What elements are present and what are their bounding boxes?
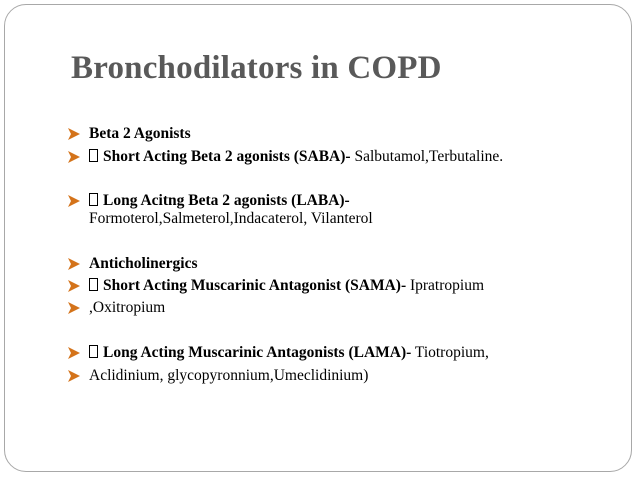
arrowhead-bullet-icon bbox=[67, 194, 81, 208]
list-item bbox=[0, 343, 638, 363]
item-bold-text: Long Acting Muscarinic Antagonists (LAMA)- bbox=[103, 344, 412, 361]
item-bold-text: Short Acting Muscarinic Antagonist (SAMA)- bbox=[103, 277, 407, 294]
missing-glyph-icon bbox=[89, 345, 98, 358]
item-text: Tiotropium, bbox=[411, 344, 489, 361]
arrowhead-bullet-icon bbox=[67, 127, 81, 141]
list-item bbox=[0, 254, 638, 274]
arrowhead-bullet-icon bbox=[67, 346, 81, 360]
list-item bbox=[0, 366, 638, 386]
list-item bbox=[0, 124, 638, 144]
item-bold-text: Beta 2 Agonists bbox=[89, 125, 191, 142]
item-text: ,Oxitropium bbox=[89, 299, 166, 316]
slide-title: Bronchodilators in COPD bbox=[71, 50, 442, 86]
arrowhead-bullet-icon bbox=[67, 369, 81, 383]
item-text: Aclidinium, glycopyronnium,Umeclidinium) bbox=[89, 367, 369, 384]
list-item bbox=[0, 276, 638, 296]
item-text: Salbutamol,Terbutaline. bbox=[350, 148, 504, 165]
list-item bbox=[0, 191, 638, 211]
list-item bbox=[0, 147, 638, 167]
arrowhead-bullet-icon bbox=[67, 257, 81, 271]
missing-glyph-icon bbox=[89, 278, 98, 291]
item-text: Ipratropium bbox=[406, 277, 485, 294]
arrowhead-bullet-icon bbox=[67, 279, 81, 293]
item-bold-text: Short Acting Beta 2 agonists (SABA)- bbox=[103, 148, 351, 165]
list-item bbox=[0, 298, 638, 318]
arrowhead-bullet-icon bbox=[67, 301, 81, 315]
item-continuation-text: Formoterol,Salmeterol,Indacaterol, Vilanterol bbox=[89, 210, 373, 227]
item-bold-text: Long Acitng Beta 2 agonists (LABA)- bbox=[103, 192, 350, 209]
item-bold-text: Anticholinergics bbox=[89, 255, 198, 272]
arrowhead-bullet-icon bbox=[67, 150, 81, 164]
missing-glyph-icon bbox=[89, 149, 98, 162]
missing-glyph-icon bbox=[89, 193, 98, 206]
